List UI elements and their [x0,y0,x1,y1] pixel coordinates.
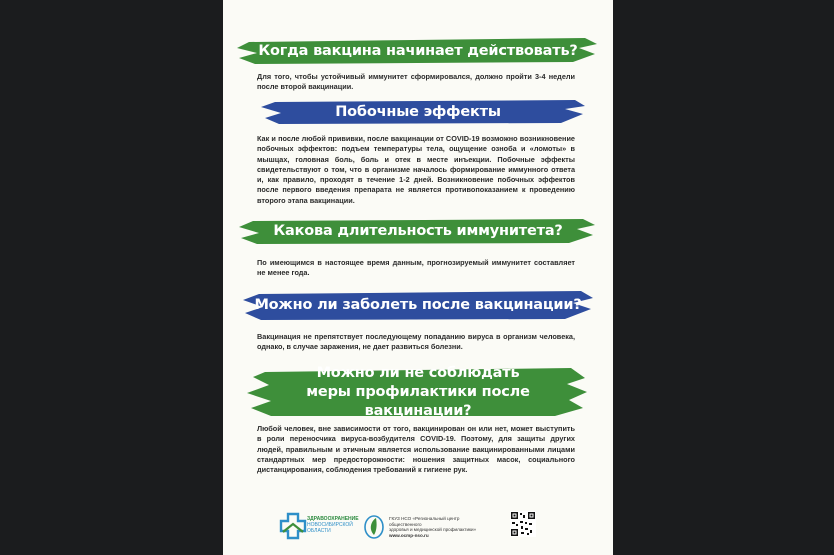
section-banner-prevention [235,366,601,418]
section-text: Вакцинация не препятствует последующему попаданию вируса в организм человека, однако, в случае заражения, не дает развиться болезни. [257,332,575,352]
poster [223,0,613,555]
section-text: Любой человек, вне зависимости от того, вакцинирован он или нет, может выступить в роли переносчика вируса-возбудителя COVID-19. Поэтому, для защиты других людей, правильным и этичным является использование вакцинированными лицами стандартных мер предосторожности: ношения защитных масок, социального дистанцирования, соблюдения требований к гигиене рук. [257,424,575,475]
section-title: Когда вакцина начинает действовать? [258,42,578,59]
section-title: Можно ли заболеть после вакцинации? [254,296,582,313]
section-title: Какова длительность иммунитета? [273,222,563,239]
section-text: Как и после любой прививки, после вакцинации от COVID-19 возможно возникновение побочных эффектов: подъем температуры тела, ощущение озноба и «ломоты» в мышцах, головная боль, боль и отек в месте инъекции. Побочные эффекты свидетельствуют о том, что в организме началось формирование иммунного ответа и, как правило, проходят в течение 1-2 дней. Возникновение побочных эффектов после первого введения препарата не является противопоказанием к проведению второго этапа вакцинации. [257,134,575,205]
center-logo-text: ГКУЗ НСО «Региональный центр общественного здоровья и медицинской профилактики» www.ocmp-nso.ru [389,516,477,538]
section-text: По имеющимся в настоящее время данным, прогнозируемый иммунитет составляет не менее года. [257,258,575,278]
section-banner-immunity-duration [235,216,601,246]
section-title: Можно ли не соблюдать меры профилактики после вакцинации? [306,364,530,419]
footer [223,508,613,548]
section-text: Для того, чтобы устойчивый иммунитет сформировался, должно пройти 3-4 недели после второй вакцинации. [257,72,575,92]
healthcare-logo-text: ЗДРАВООХРАНЕНИЕ НОВОСИБИРСКОЙ ОБЛАСТИ [307,516,359,534]
section-title: Побочные эффекты [335,103,501,120]
section-banner-get-sick [235,288,601,322]
section-banner-vaccine-onset [235,36,601,66]
healthcare-cross-logo-icon [279,512,307,540]
qr-code-icon [510,511,536,537]
section-banner-side-effects [235,98,601,126]
leaf-logo-icon [363,514,385,540]
